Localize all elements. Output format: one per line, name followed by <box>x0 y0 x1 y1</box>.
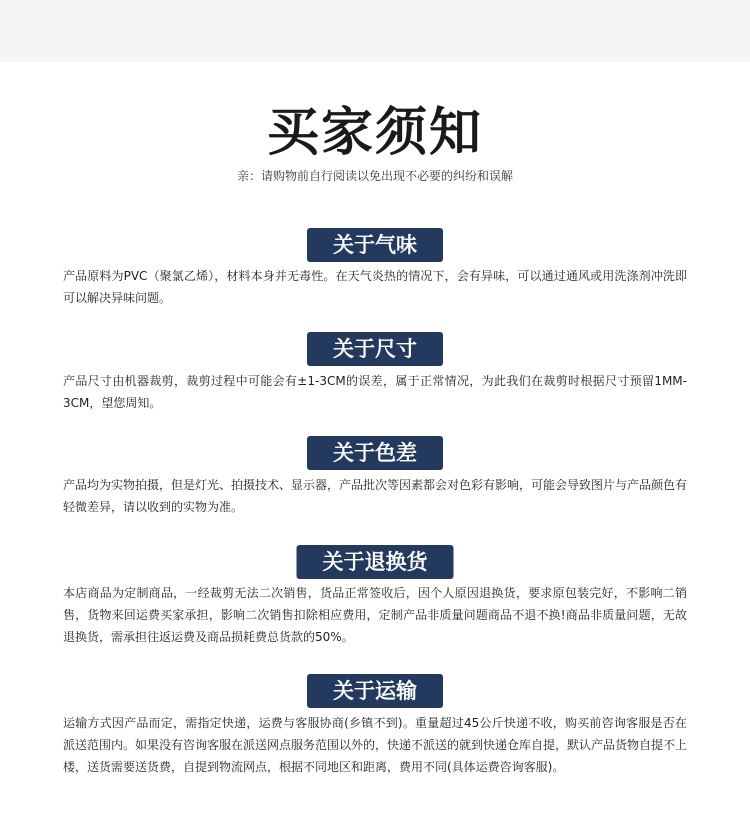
section-text-smell: 产品原料为PVC（聚氯乙烯），材料本身并无毒性。在天气炎热的情况下，会有异味，可以通过通风或用洗涤剂冲洗即可以解决异味问题。 <box>63 269 687 305</box>
section-text-shipping: 运输方式因产品而定，需指定快递，运费与客服协商(乡镇不到)。重量超过45公斤快递不收，购买前咨询客服是否在派送范围内。如果没有咨询客服在派送网点服务范围以外的，快递不派送的就到快递仓库自提，默认产品货物自提不上楼，送货需要送货费，自提到物流网点，根据不同地区和距离，费用不同(具体运费咨询客服)。 <box>63 716 688 774</box>
section-heading-shipping: 关于运输 <box>307 674 443 708</box>
section-heading-color-difference: 关于色差 <box>307 436 443 470</box>
section-heading-smell: 关于气味 <box>307 228 443 262</box>
section-text-returns: 本店商品为定制商品，一经裁剪无法二次销售，货品正常签收后，因个人原因退换货，要求原包装完好，不影响二销售，货物来回运费买家承担，影响二次销售扣除相应费用，定制产品非质量问题商品不退不换!商品非质量问题，无故退换货，需承担往返运费及商品损耗费总货款的50%。 <box>63 586 687 644</box>
top-band <box>0 0 750 62</box>
section-text-size: 产品尺寸由机器裁剪，裁剪过程中可能会有±1-3CM的误差，属于正常情况，为此我们在裁剪时根据尺寸预留1MM-3CM，望您周知。 <box>63 374 687 410</box>
section-heading-size: 关于尺寸 <box>307 332 443 366</box>
section-text-color-difference: 产品均为实物拍摄，但是灯光、拍摄技术、显示器，产品批次等因素都会对色彩有影响，可能会导致图片与产品颜色有轻微差异，请以收到的实物为准。 <box>63 478 688 514</box>
page-subtitle: 亲：请购物前自行阅读以免出现不必要的纠纷和误解 <box>236 169 513 183</box>
page-title: 买家须知 <box>266 103 483 163</box>
section-heading-returns: 关于退换货 <box>297 545 454 579</box>
